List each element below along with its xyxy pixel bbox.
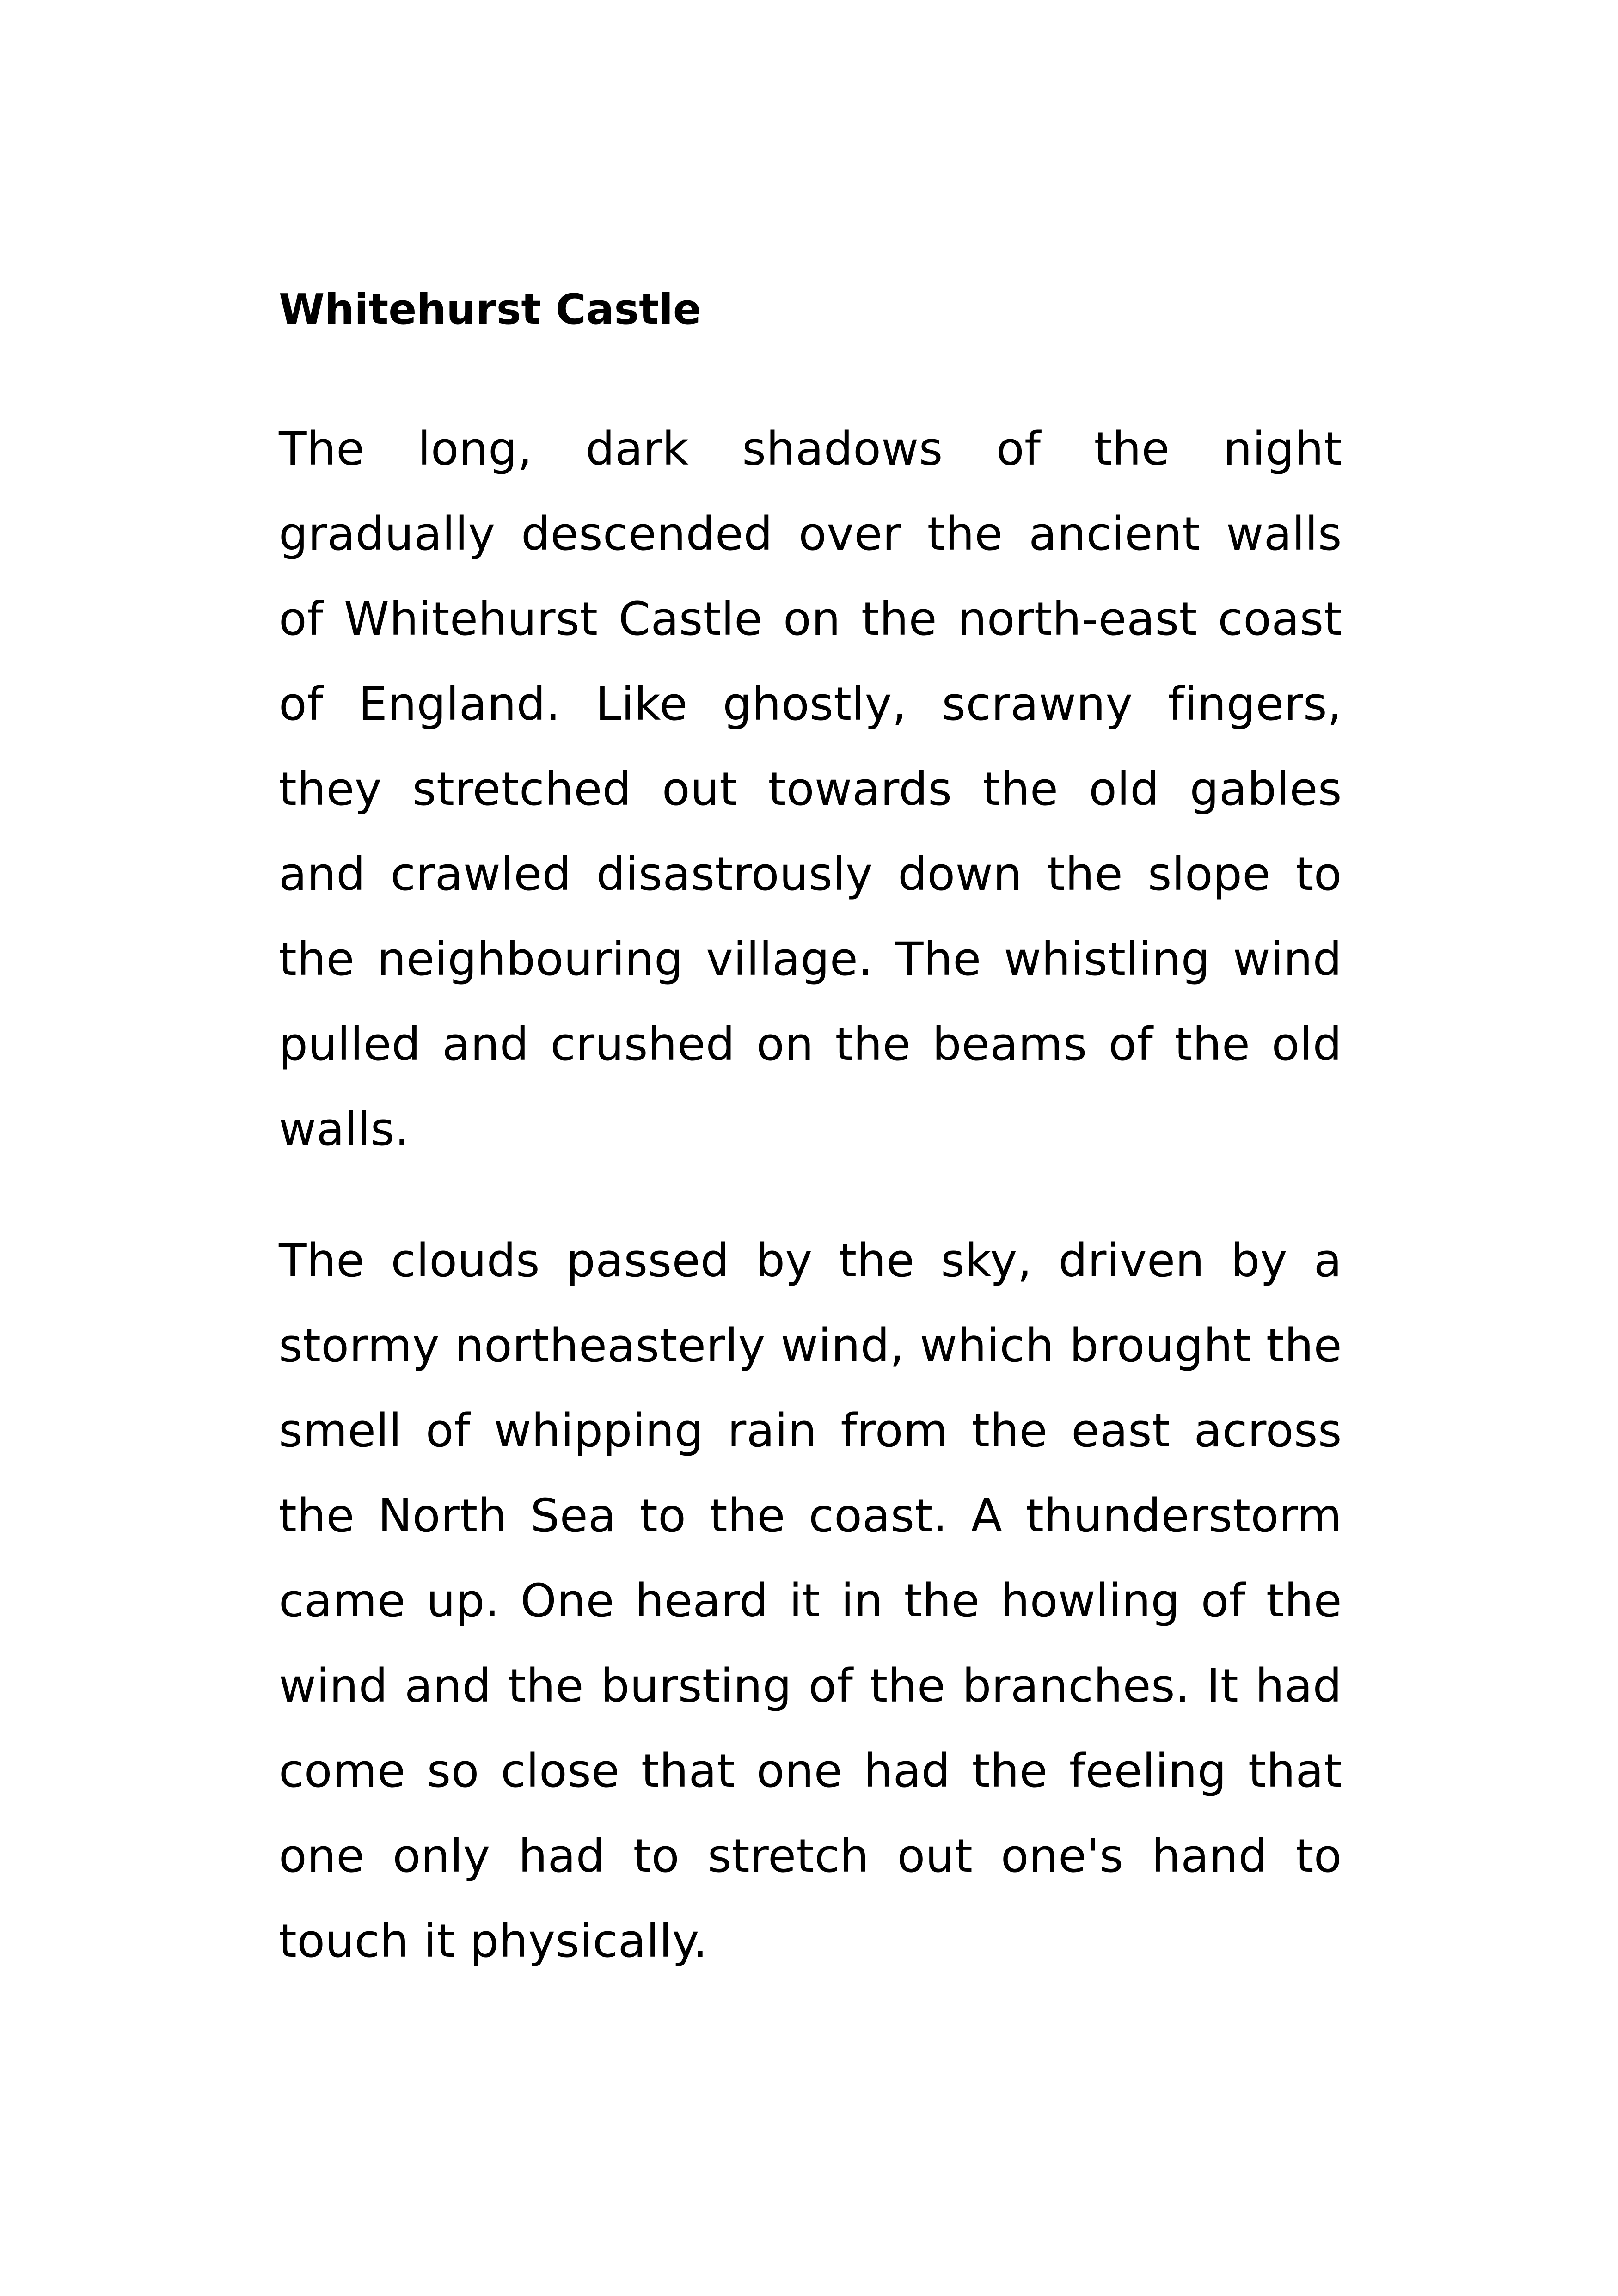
paragraph-1: The long, dark shadows of the night gradually descended over the ancient walls of Whitehurst Castle on the north-east coast of England. Like ghostly, scrawny fingers, they stretched out towards the old gables and crawled disastrously down the slope to the neighbouring village. The whistling wind pulled and crushed on the beams of the old walls. bbox=[279, 422, 1342, 1156]
paragraph-2: The clouds passed by the sky, driven by a stormy northeasterly wind, which brought the smell of whipping rain from the east across the North Sea to the coast. A thunderstorm came up. One heard it in the howling of the wind and the bursting of the branches. It had come so close that one had the feeling that one only had to stretch out one's hand to touch it physically. bbox=[279, 1234, 1342, 1968]
document-body bbox=[279, 277, 1342, 1984]
document-title: Whitehurst Castle bbox=[279, 285, 701, 334]
